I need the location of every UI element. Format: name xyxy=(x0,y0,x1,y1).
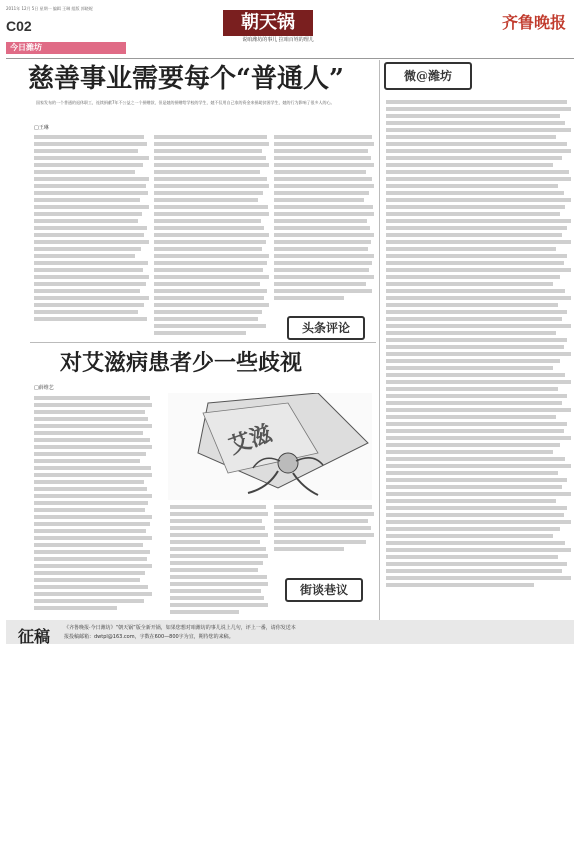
second-article-title: 对艾滋病患者少一些歧视 xyxy=(60,350,303,376)
footer-label: 征稿 xyxy=(18,627,51,646)
main-article-title: 慈善事业需要每个“普通人” xyxy=(28,64,344,94)
masthead-subtitle: 说咱潍坊的事儿 拉咱百姓的理儿 xyxy=(242,37,314,43)
footer-line2: 报投稿邮箱：dwtpl@163.com，字数在600—800字为宜，期待您的来稿。 xyxy=(64,634,234,640)
second-article-col2 xyxy=(170,505,268,615)
mid-divider xyxy=(30,342,376,343)
second-article-byline: □薛维艺 xyxy=(34,385,54,391)
footer-line1: 《齐鲁晚报·今日潍坊》“朝天锅”版全新开锅，如果您想对咱潍坊的事儿说上几句，评上一番，请你发送本 xyxy=(64,625,296,631)
illustration xyxy=(168,393,372,500)
aids-tag: 艾滋 xyxy=(225,420,276,460)
second-article-col3 xyxy=(274,505,374,555)
headline-comment-label xyxy=(287,316,365,340)
weibo-logo xyxy=(384,62,472,90)
main-article-col1 xyxy=(34,135,149,330)
headline-comment-label-text: 头条评论 xyxy=(301,321,350,335)
page-code: C02 xyxy=(6,18,32,34)
sidebar-text xyxy=(386,100,571,620)
date-line: 2011年 12月 5日 星期一 编辑 王琳 组版 郭晓妮 xyxy=(6,6,93,11)
column-divider xyxy=(379,60,380,620)
section-tag: 今日潍坊 xyxy=(6,42,126,54)
main-article-byline: □王琳 xyxy=(34,125,49,131)
brand-logo: 齐鲁晚报 xyxy=(501,13,566,32)
street-talk-label-text: 街谈巷议 xyxy=(299,583,348,597)
top-divider xyxy=(6,58,574,59)
main-article-col2 xyxy=(154,135,269,345)
masthead: 朝天锅 xyxy=(223,10,313,36)
second-article-col1 xyxy=(34,396,152,611)
main-article-col3 xyxy=(274,135,374,315)
weibo-logo-text: 微@潍坊 xyxy=(403,69,452,83)
main-article-lead: 国家发布的一个普通的退休职工，连续捐献7年不公益之一个捐赠款，但是她的捐赠给学校的学生，她不仅用自己家的资金来捐助贫困学生，她的行为影响了很多人的心。 xyxy=(36,100,335,105)
street-talk-label xyxy=(285,578,363,602)
